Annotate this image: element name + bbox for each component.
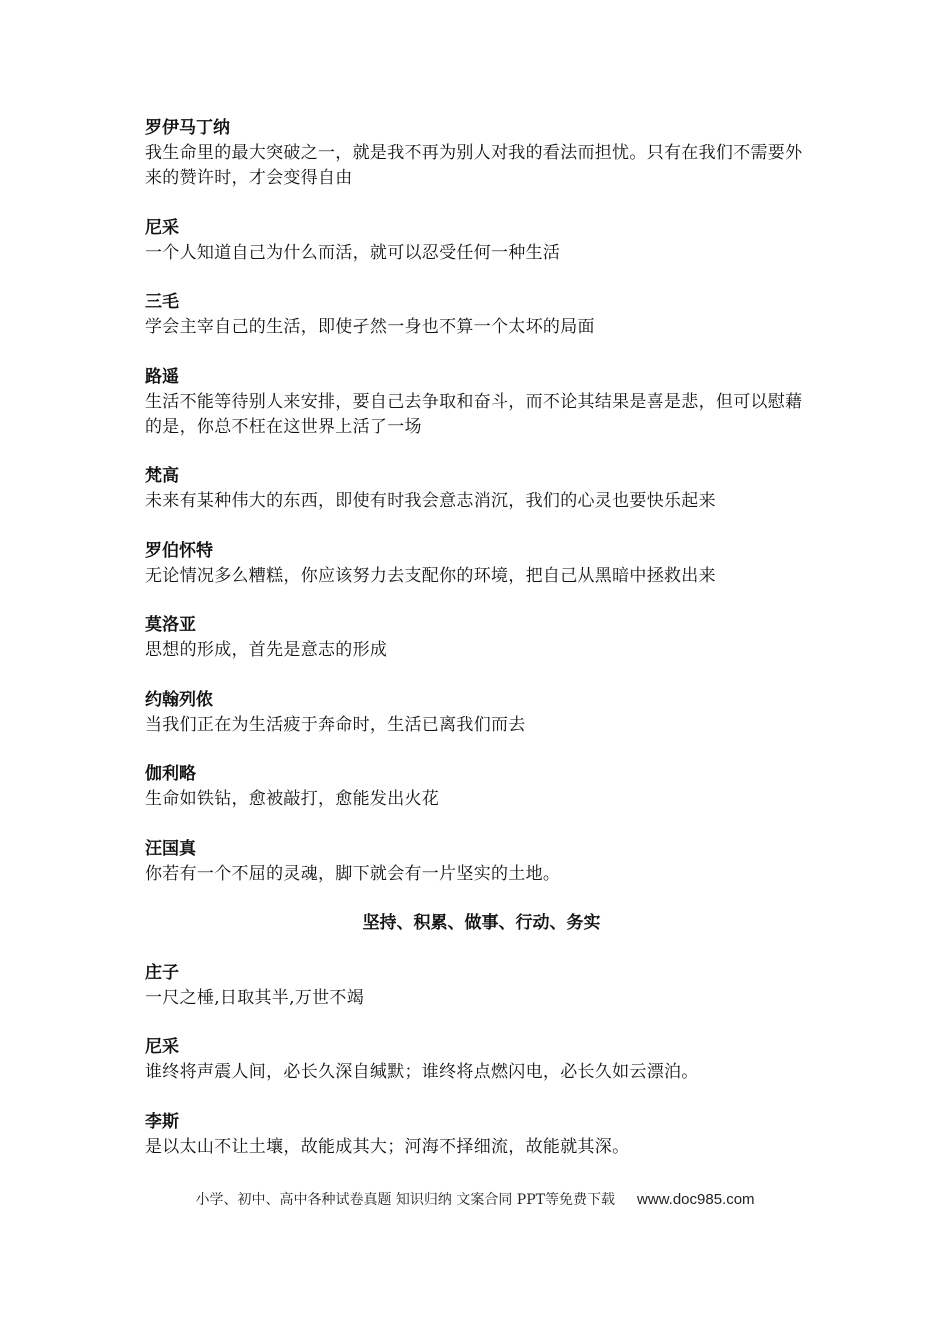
section-heading: 坚持、积累、做事、行动、务实 <box>362 913 601 933</box>
quote-author: 三毛 <box>145 292 179 312</box>
footer-text: 小学、初中、高中各种试卷真题 知识归纳 文案合同 PPT等免费下载 <box>195 1192 615 1208</box>
quote-author: 汪国真 <box>145 838 196 859</box>
quote-text: 谁终将声震人间，必长久深自缄默；谁终将点燃闪电，必长久如云漂泊。 <box>145 1062 699 1082</box>
quote-text: 一尺之棰,日取其半,万世不竭 <box>145 987 365 1008</box>
quote-author: 路遥 <box>145 366 179 387</box>
quote-text: 学会主宰自己的生活，即使孑然一身也不算一个太坏的局面 <box>145 317 595 337</box>
quote-entry <box>145 1110 810 1160</box>
quote-text: 生命如铁钻，愈被敲打，愈能发出火花 <box>145 789 440 809</box>
quote-entry <box>145 1035 810 1085</box>
quote-author: 罗伯怀特 <box>145 540 213 561</box>
page-content <box>145 116 810 1184</box>
quote-author: 尼采 <box>145 217 179 238</box>
quote-author: 李斯 <box>145 1111 179 1132</box>
quote-entry <box>145 539 810 589</box>
quote-text: 未来有某种伟大的东西，即使有时我会意志消沉，我们的心灵也要快乐起来 <box>145 491 716 511</box>
quote-text: 当我们正在为生活疲于奔命时，生活已离我们而去 <box>145 714 526 735</box>
quote-author: 庄子 <box>145 962 179 983</box>
quote-entry <box>145 216 810 266</box>
quote-entry <box>145 688 810 738</box>
quote-text: 是以太山不让土壤，故能成其大；河海不择细流，故能就其深。 <box>145 1136 630 1157</box>
quote-text: 生活不能等待别人来安排，要自己去争取和奋斗，而不论其结果是喜是悲，但可以慰藉的是，你总不枉在这世界上活了一场 <box>145 391 803 437</box>
page-footer <box>0 1188 950 1212</box>
quote-text: 一个人知道自己为什么而活，就可以忍受任何一种生活 <box>145 242 561 263</box>
quote-entry <box>145 464 810 514</box>
quote-text: 无论情况多么糟糕，你应该努力去支配你的环境，把自己从黑暗中拯救出来 <box>145 565 716 586</box>
quote-entry <box>145 613 810 663</box>
quote-entry <box>145 290 810 340</box>
quote-entry <box>145 365 810 440</box>
quote-text: 你若有一个不屈的灵魂，脚下就会有一片坚实的土地。 <box>145 863 561 884</box>
quote-entry <box>145 837 810 887</box>
quote-text: 思想的形成，首先是意志的形成 <box>145 640 388 660</box>
quote-entry <box>145 116 810 191</box>
quote-entry <box>145 762 810 812</box>
quote-author: 尼采 <box>145 1037 179 1057</box>
quote-author: 莫洛亚 <box>145 615 196 635</box>
quote-author: 梵高 <box>145 466 179 486</box>
quote-author: 伽利略 <box>145 764 196 784</box>
quote-entry <box>145 961 810 1011</box>
quote-author: 约翰列侬 <box>145 689 213 710</box>
quote-author: 罗伊马丁纳 <box>145 118 230 138</box>
footer-site-link[interactable]: www.doc985.com <box>636 1191 755 1208</box>
quote-text: 我生命里的最大突破之一，就是我不再为别人对我的看法而担忧。只有在我们不需要外来的赞许时，才会变得自由 <box>145 143 803 188</box>
